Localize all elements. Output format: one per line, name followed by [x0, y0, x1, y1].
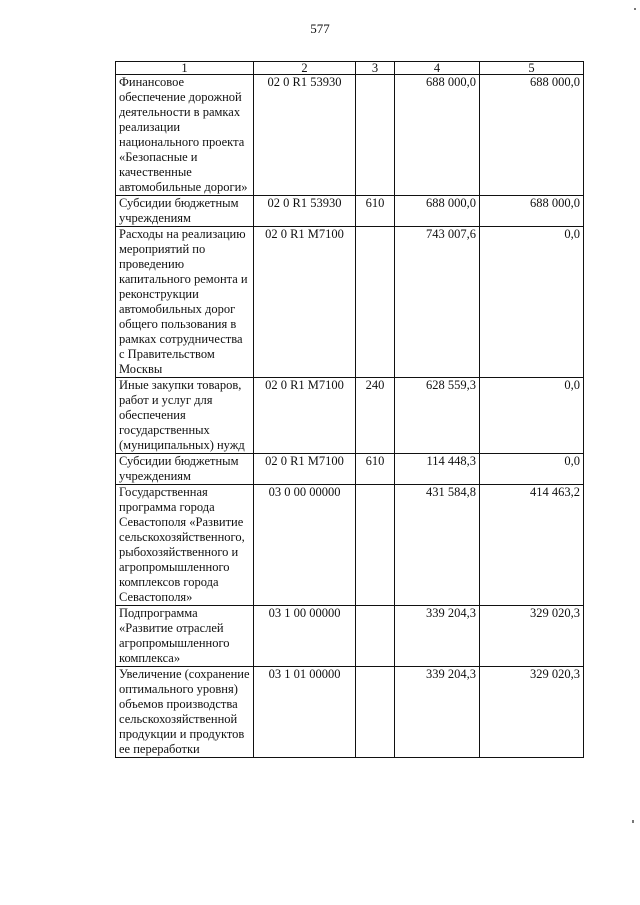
sum-column-4: 743 007,6 [395, 227, 480, 378]
target-code: 02 0 R1 M7100 [254, 454, 356, 485]
item-name: Государственная программа города Севастополя «Развитие сельскохозяйственного, рыбохозяйственного и агропромышленного комплексов города Севастополя» [116, 485, 254, 606]
table-row [116, 75, 584, 196]
target-code: 02 0 R1 53930 [254, 75, 356, 196]
target-code: 02 0 R1 M7100 [254, 227, 356, 378]
expense-type [356, 75, 395, 196]
sum-column-4: 688 000,0 [395, 196, 480, 227]
expense-type: 610 [356, 454, 395, 485]
sum-column-5: 688 000,0 [480, 75, 584, 196]
sum-column-4: 339 204,3 [395, 667, 480, 758]
header-cell: 5 [480, 62, 584, 75]
item-name: Субсидии бюджетным учреждениям [116, 454, 254, 485]
sum-column-5: 329 020,3 [480, 606, 584, 667]
header-cell: 4 [395, 62, 480, 75]
item-name: Субсидии бюджетным учреждениям [116, 196, 254, 227]
expense-type [356, 667, 395, 758]
table-header-row [116, 62, 584, 75]
table-row [116, 454, 584, 485]
item-name: Иные закупки товаров, работ и услуг для обеспечения государственных (муниципальных) нужд [116, 378, 254, 454]
sum-column-5: 329 020,3 [480, 667, 584, 758]
target-code: 02 0 R1 M7100 [254, 378, 356, 454]
sum-column-4: 688 000,0 [395, 75, 480, 196]
target-code: 03 0 00 00000 [254, 485, 356, 606]
scan-speck [632, 820, 634, 823]
sum-column-5: 0,0 [480, 227, 584, 378]
header-cell: 1 [116, 62, 254, 75]
target-code: 02 0 R1 53930 [254, 196, 356, 227]
sum-column-5: 414 463,2 [480, 485, 584, 606]
header-cell: 2 [254, 62, 356, 75]
header-cell: 3 [356, 62, 395, 75]
target-code: 03 1 00 00000 [254, 606, 356, 667]
expense-type [356, 485, 395, 606]
table-row [116, 667, 584, 758]
sum-column-4: 628 559,3 [395, 378, 480, 454]
page-number: 577 [310, 21, 330, 36]
item-name: Увеличение (сохранение оптимального уровня) объемов производства сельскохозяйственной продукции и продуктов ее переработки [116, 667, 254, 758]
sum-column-4: 431 584,8 [395, 485, 480, 606]
expense-type [356, 227, 395, 378]
expense-type [356, 606, 395, 667]
item-name: Финансовое обеспечение дорожной деятельности в рамках реализации национального проекта «Безопасные и качественные автомобильные дороги» [116, 75, 254, 196]
sum-column-5: 0,0 [480, 378, 584, 454]
table-row [116, 227, 584, 378]
table-row [116, 485, 584, 606]
item-name: Подпрограмма «Развитие отраслей агропромышленного комплекса» [116, 606, 254, 667]
budget-table [115, 61, 584, 758]
table-row [116, 606, 584, 667]
sum-column-4: 339 204,3 [395, 606, 480, 667]
table-row [116, 196, 584, 227]
table-row [116, 378, 584, 454]
item-name: Расходы на реализацию мероприятий по проведению капитального ремонта и реконструкции автомобильных дорог общего пользования в рамках сотрудничества с Правительством Москвы [116, 227, 254, 378]
sum-column-5: 0,0 [480, 454, 584, 485]
target-code: 03 1 01 00000 [254, 667, 356, 758]
sum-column-5: 688 000,0 [480, 196, 584, 227]
sum-column-4: 114 448,3 [395, 454, 480, 485]
expense-type: 240 [356, 378, 395, 454]
scan-speck [634, 8, 636, 10]
expense-type: 610 [356, 196, 395, 227]
